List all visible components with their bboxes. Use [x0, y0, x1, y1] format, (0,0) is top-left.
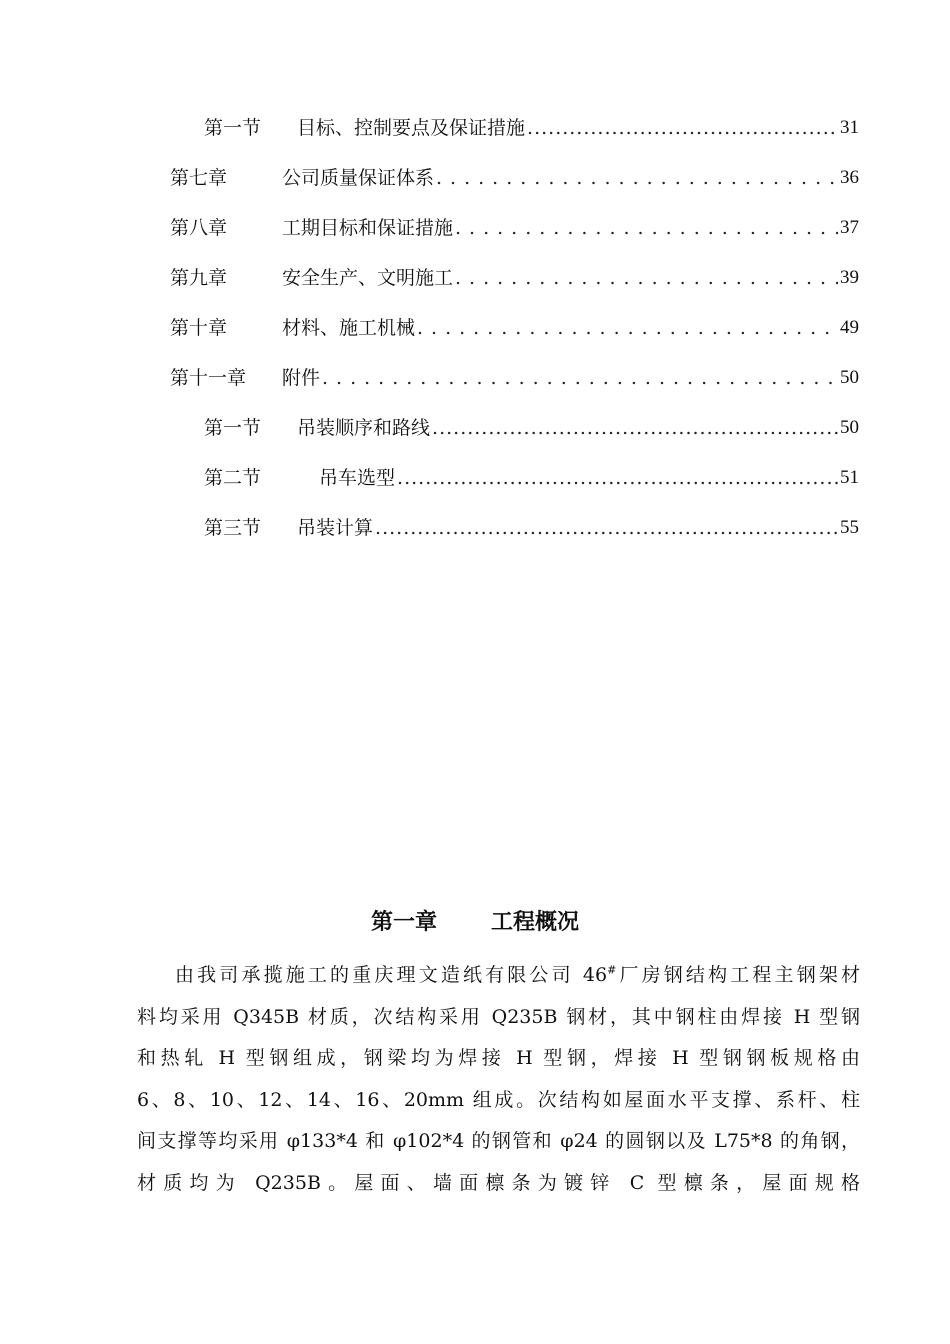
toc-entry-page: 49 — [840, 317, 859, 338]
toc-entry[interactable] — [170, 260, 859, 290]
body-line: 材质均为 Q235B。屋面、墙面檩条为镀锌 C 型檩条，屋面规格 — [137, 1171, 860, 1194]
body-line: 6、8、10、12、14、16、20mm 组成。次结构如屋面水平支撑、系杆、柱 — [137, 1088, 860, 1111]
toc-entry-page: 36 — [840, 167, 859, 188]
toc-dot-leader — [417, 316, 838, 340]
toc-entry-label: 第一节 — [204, 417, 262, 439]
toc-entry-label: 第三节 — [204, 517, 262, 539]
toc-entry-label: 第二节 — [204, 467, 262, 489]
body-line: 间支撑等均采用 φ133*4 和 φ102*4 的钢管和 φ24 的圆钢以及 L75*8 的角钢， — [137, 1130, 860, 1152]
toc-entry-title: 附件 — [282, 367, 321, 389]
toc-dot-leader — [455, 266, 838, 290]
toc-entry-label: 第十章 — [170, 317, 228, 339]
toc-entry[interactable] — [204, 510, 859, 540]
toc-dot-leader — [397, 466, 838, 490]
toc-dot-leader — [432, 416, 838, 440]
chapter-heading — [0, 905, 950, 936]
body-paragraph — [137, 955, 860, 1204]
toc-entry-page: 39 — [840, 267, 859, 288]
toc-entry[interactable] — [170, 310, 859, 340]
toc-dot-leader — [436, 166, 838, 190]
toc-entry[interactable] — [170, 360, 859, 390]
toc-entry[interactable] — [170, 210, 859, 240]
toc-entry-title: 公司质量保证体系 — [282, 167, 435, 189]
toc-entry-title: 材料、施工机械 — [282, 317, 416, 339]
toc-entry-page: 31 — [840, 117, 859, 138]
toc-entry-label: 第七章 — [170, 167, 228, 189]
toc-dot-leader — [322, 366, 838, 390]
toc-entry-title: 安全生产、文明施工 — [282, 267, 454, 289]
toc-entry-page: 50 — [840, 367, 859, 388]
chapter-number: 第一章 — [370, 910, 437, 935]
toc-entry-page: 55 — [840, 517, 859, 538]
toc-entry[interactable] — [204, 460, 859, 490]
toc-entry-title: 吊装顺序和路线 — [297, 417, 431, 439]
toc-dot-leader — [455, 216, 838, 240]
toc-entry-title: 目标、控制要点及保证措施 — [297, 117, 526, 139]
body-line: 料均采用 Q345B 材质，次结构采用 Q235B 钢材，其中钢柱由焊接 H 型钢 — [137, 1005, 860, 1028]
toc-entry-label: 第十一章 — [170, 367, 247, 389]
toc-entry-page: 51 — [840, 467, 859, 488]
toc-entry-title: 工期目标和保证措施 — [282, 217, 454, 239]
toc-entry[interactable] — [170, 160, 859, 190]
toc-entry[interactable] — [204, 410, 859, 440]
toc-entry[interactable] — [204, 110, 859, 140]
body-line: 由我司承揽施工的重庆理文造纸有限公司 46#厂房钢结构工程主钢架材 — [175, 963, 860, 986]
toc-dot-leader — [527, 116, 838, 140]
toc-entry-title: 吊装计算 — [297, 517, 374, 539]
chapter-title: 工程概况 — [491, 910, 580, 935]
toc-entry-page: 50 — [840, 417, 859, 438]
toc-entry-title: 吊车选型 — [319, 467, 396, 489]
toc-entry-label: 第八章 — [170, 217, 228, 239]
toc-entry-label: 第九章 — [170, 267, 228, 289]
body-line: 和热轧 H 型钢组成，钢梁均为焊接 H 型钢，焊接 H 型钢钢板规格由 — [137, 1047, 860, 1069]
toc-entry-page: 37 — [840, 217, 859, 238]
toc-entry-label: 第一节 — [204, 117, 262, 139]
toc-dot-leader — [375, 516, 838, 540]
